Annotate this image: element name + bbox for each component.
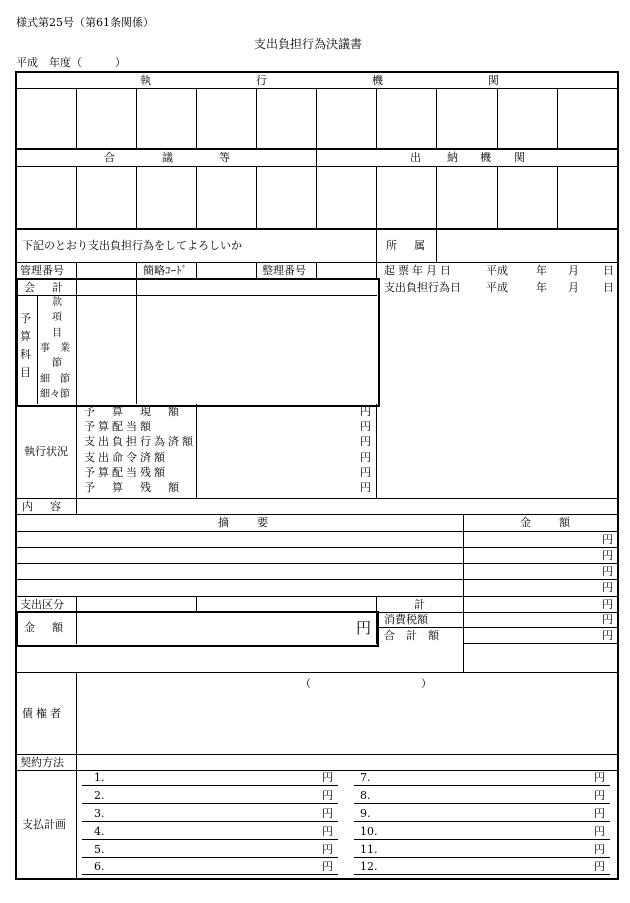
budget-label-1: 予 xyxy=(20,312,31,325)
grid-line xyxy=(316,149,317,228)
grid-line xyxy=(136,88,137,148)
summary-unit-3: 円 xyxy=(602,565,613,578)
plan-unit-8: 円 xyxy=(594,789,605,802)
summary-unit-2: 円 xyxy=(602,549,613,562)
plan-left-1: 1. xyxy=(94,771,105,784)
subtotal-label: 計 xyxy=(414,598,425,611)
plan-left-3: 3. xyxy=(94,807,105,820)
grid-line xyxy=(76,672,77,878)
row-line xyxy=(16,547,618,548)
grid-line xyxy=(196,596,197,612)
grid-line xyxy=(557,88,558,148)
exec-unit-6: 円 xyxy=(360,481,371,494)
commitment-date-label: 支出負担行為日 xyxy=(384,281,461,294)
plan-underline xyxy=(354,874,610,875)
grid-line xyxy=(436,166,437,228)
grid-line xyxy=(196,262,197,278)
row-line xyxy=(463,643,618,644)
plan-underline xyxy=(354,785,610,786)
account-label: 会 計 xyxy=(24,281,66,294)
exec-unit-3: 円 xyxy=(360,435,371,448)
grid-line xyxy=(37,296,38,404)
grid-line xyxy=(463,514,464,672)
plan-left-6: 6. xyxy=(94,860,105,873)
plan-left-5: 5. xyxy=(94,843,105,856)
draft-day: 日 xyxy=(603,264,614,277)
draft-date-label: 起票年月日 xyxy=(384,264,454,277)
amount-unit: 円 xyxy=(356,619,372,637)
plan-right-12: 12. xyxy=(360,860,378,873)
grid-line xyxy=(196,88,197,148)
grid-line xyxy=(497,166,498,228)
header-gougi-1: 合 xyxy=(104,151,115,164)
row-line xyxy=(16,498,618,499)
plan-unit-12: 円 xyxy=(594,860,605,873)
grid-line xyxy=(136,279,137,404)
creditor-paren: （ ） xyxy=(300,677,432,690)
header-shikko-1: 執 xyxy=(140,74,151,87)
execution-label: 執行状況 xyxy=(24,445,68,458)
item-kou: 項 xyxy=(52,312,62,323)
grid-line xyxy=(76,404,77,498)
plan-unit-10: 円 xyxy=(594,825,605,838)
header-gougi-2: 議 xyxy=(162,151,173,164)
draft-month: 月 xyxy=(568,264,579,277)
row-line xyxy=(16,88,618,89)
row-line xyxy=(16,754,618,755)
plan-right-10: 10. xyxy=(360,825,378,838)
grid-line xyxy=(76,88,77,148)
grid-line xyxy=(376,166,377,228)
plan-unit-4: 円 xyxy=(322,825,333,838)
plan-underline xyxy=(82,803,338,804)
budget-label-3: 科 xyxy=(20,348,31,361)
grid-line xyxy=(256,88,257,148)
grid-line xyxy=(256,262,257,278)
total-label: 合 計 額 xyxy=(384,629,439,642)
management-no-label: 管理番号 xyxy=(20,264,64,277)
row-line xyxy=(16,531,618,532)
row-line xyxy=(16,166,618,167)
plan-unit-9: 円 xyxy=(594,807,605,820)
summary-desc-header: 摘 要 xyxy=(218,516,270,529)
reference-no-label: 整理番号 xyxy=(262,264,306,277)
plan-right-11: 11. xyxy=(360,843,378,856)
plan-underline xyxy=(82,839,338,840)
row-line xyxy=(16,228,617,230)
summary-unit-4: 円 xyxy=(602,581,613,594)
budget-label-4: 目 xyxy=(20,366,31,379)
grid-line xyxy=(316,88,317,148)
item-setsu: 節 xyxy=(52,358,62,369)
tax-label: 消費税額 xyxy=(384,613,428,626)
grid-line xyxy=(376,230,377,262)
commit-era: 平成 xyxy=(486,281,508,294)
grid-line xyxy=(376,404,377,498)
plan-right-7: 7. xyxy=(360,771,371,784)
plan-underline xyxy=(82,821,338,822)
item-saisaisetsu: 細々節 xyxy=(40,389,70,400)
grid-line xyxy=(557,166,558,228)
plan-underline xyxy=(82,857,338,858)
abbrev-code-label: 簡略ｺｰﾄﾞ xyxy=(143,264,187,277)
grid-line xyxy=(76,166,77,228)
plan-left-2: 2. xyxy=(94,789,105,802)
draft-era: 平成 xyxy=(486,264,508,277)
content-label: 内 容 xyxy=(22,500,64,513)
fiscal-year: 平成 年度（ ） xyxy=(16,56,126,69)
plan-right-9: 9. xyxy=(360,807,371,820)
row-line xyxy=(16,262,618,263)
row-line xyxy=(376,627,618,628)
commit-month: 月 xyxy=(568,281,579,294)
form-number: 様式第25号（第61条関係） xyxy=(16,16,154,29)
header-shikko-4: 関 xyxy=(488,74,499,87)
expenditure-category-label: 支出区分 xyxy=(20,598,64,611)
exec-row-4: 支出命令済額 xyxy=(84,451,168,464)
plan-underline xyxy=(354,821,610,822)
budget-label-2: 算 xyxy=(20,330,31,343)
header-suitou-4: 関 xyxy=(514,151,525,164)
grid-line xyxy=(76,612,77,644)
row-line xyxy=(16,514,618,515)
exec-unit-4: 円 xyxy=(360,451,371,464)
plan-underline xyxy=(82,785,338,786)
commit-year: 年 xyxy=(536,281,547,294)
page-title: 支出負担行為決議書 xyxy=(254,37,363,51)
exec-row-2: 予算配当額 xyxy=(84,420,154,433)
header-suitou-3: 機 xyxy=(480,151,491,164)
grid-line xyxy=(136,262,137,278)
item-moku: 目 xyxy=(52,328,62,339)
plan-underline xyxy=(354,803,610,804)
request-statement: 下記のとおり支出負担行為をしてよろしいか xyxy=(22,239,242,252)
plan-unit-5: 円 xyxy=(322,843,333,856)
plan-unit-11: 円 xyxy=(594,843,605,856)
contract-method-label: 契約方法 xyxy=(20,756,64,769)
exec-row-3: 支出負担行為済額 xyxy=(84,435,196,448)
amount-label: 金 額 xyxy=(24,621,66,634)
total-unit: 円 xyxy=(602,629,613,642)
draft-year: 年 xyxy=(536,264,547,277)
plan-left-4: 4. xyxy=(94,825,105,838)
plan-unit-3: 円 xyxy=(322,807,333,820)
item-kan: 款 xyxy=(52,297,62,308)
header-suitou-2: 納 xyxy=(447,151,458,164)
exec-row-1: 予 算 現 額 xyxy=(84,405,182,418)
affiliation-label: 所 属 xyxy=(386,239,428,252)
exec-unit-1: 円 xyxy=(360,405,371,418)
plan-underline xyxy=(82,874,338,875)
plan-underline xyxy=(354,839,610,840)
amount-box xyxy=(16,611,379,647)
grid-line xyxy=(436,230,437,262)
grid-line xyxy=(76,279,77,404)
creditor-label: 債権者 xyxy=(22,707,64,720)
plan-right-8: 8. xyxy=(360,789,371,802)
header-shikko-2: 行 xyxy=(256,74,267,87)
row-line xyxy=(16,770,618,771)
exec-row-5: 予算配当残額 xyxy=(84,466,168,479)
grid-line xyxy=(436,88,437,148)
account-box xyxy=(16,278,380,407)
header-suitou-1: 出 xyxy=(410,151,421,164)
grid-line xyxy=(196,166,197,228)
exec-unit-2: 円 xyxy=(360,420,371,433)
plan-underline xyxy=(354,857,610,858)
grid-line xyxy=(136,166,137,228)
plan-unit-1: 円 xyxy=(322,771,333,784)
row-line xyxy=(16,596,618,597)
summary-unit-1: 円 xyxy=(602,533,613,546)
exec-unit-5: 円 xyxy=(360,466,371,479)
grid-line xyxy=(76,498,77,514)
grid-line xyxy=(497,88,498,148)
tax-unit: 円 xyxy=(602,613,613,626)
item-jigyo: 事 業 xyxy=(40,343,70,354)
row-line xyxy=(16,295,377,296)
exec-row-6: 予 算 残 額 xyxy=(84,481,182,494)
grid-line xyxy=(316,262,317,278)
subtotal-unit: 円 xyxy=(602,598,613,611)
commit-day: 日 xyxy=(603,281,614,294)
grid-line xyxy=(376,88,377,148)
grid-line xyxy=(256,166,257,228)
header-shikko-3: 機 xyxy=(372,74,383,87)
row-line xyxy=(16,563,618,564)
grid-line xyxy=(76,262,77,278)
header-gougi-3: 等 xyxy=(219,151,230,164)
item-saisetsu: 細 節 xyxy=(40,374,70,385)
plan-unit-7: 円 xyxy=(594,771,605,784)
grid-line xyxy=(76,596,77,612)
summary-amount-header: 金 額 xyxy=(520,516,572,529)
payment-plan-label: 支払計画 xyxy=(22,818,66,831)
grid-line xyxy=(196,404,197,498)
plan-unit-2: 円 xyxy=(322,789,333,802)
plan-unit-6: 円 xyxy=(322,860,333,873)
grid-line xyxy=(376,262,377,278)
row-line xyxy=(16,579,618,580)
row-line xyxy=(16,672,618,673)
